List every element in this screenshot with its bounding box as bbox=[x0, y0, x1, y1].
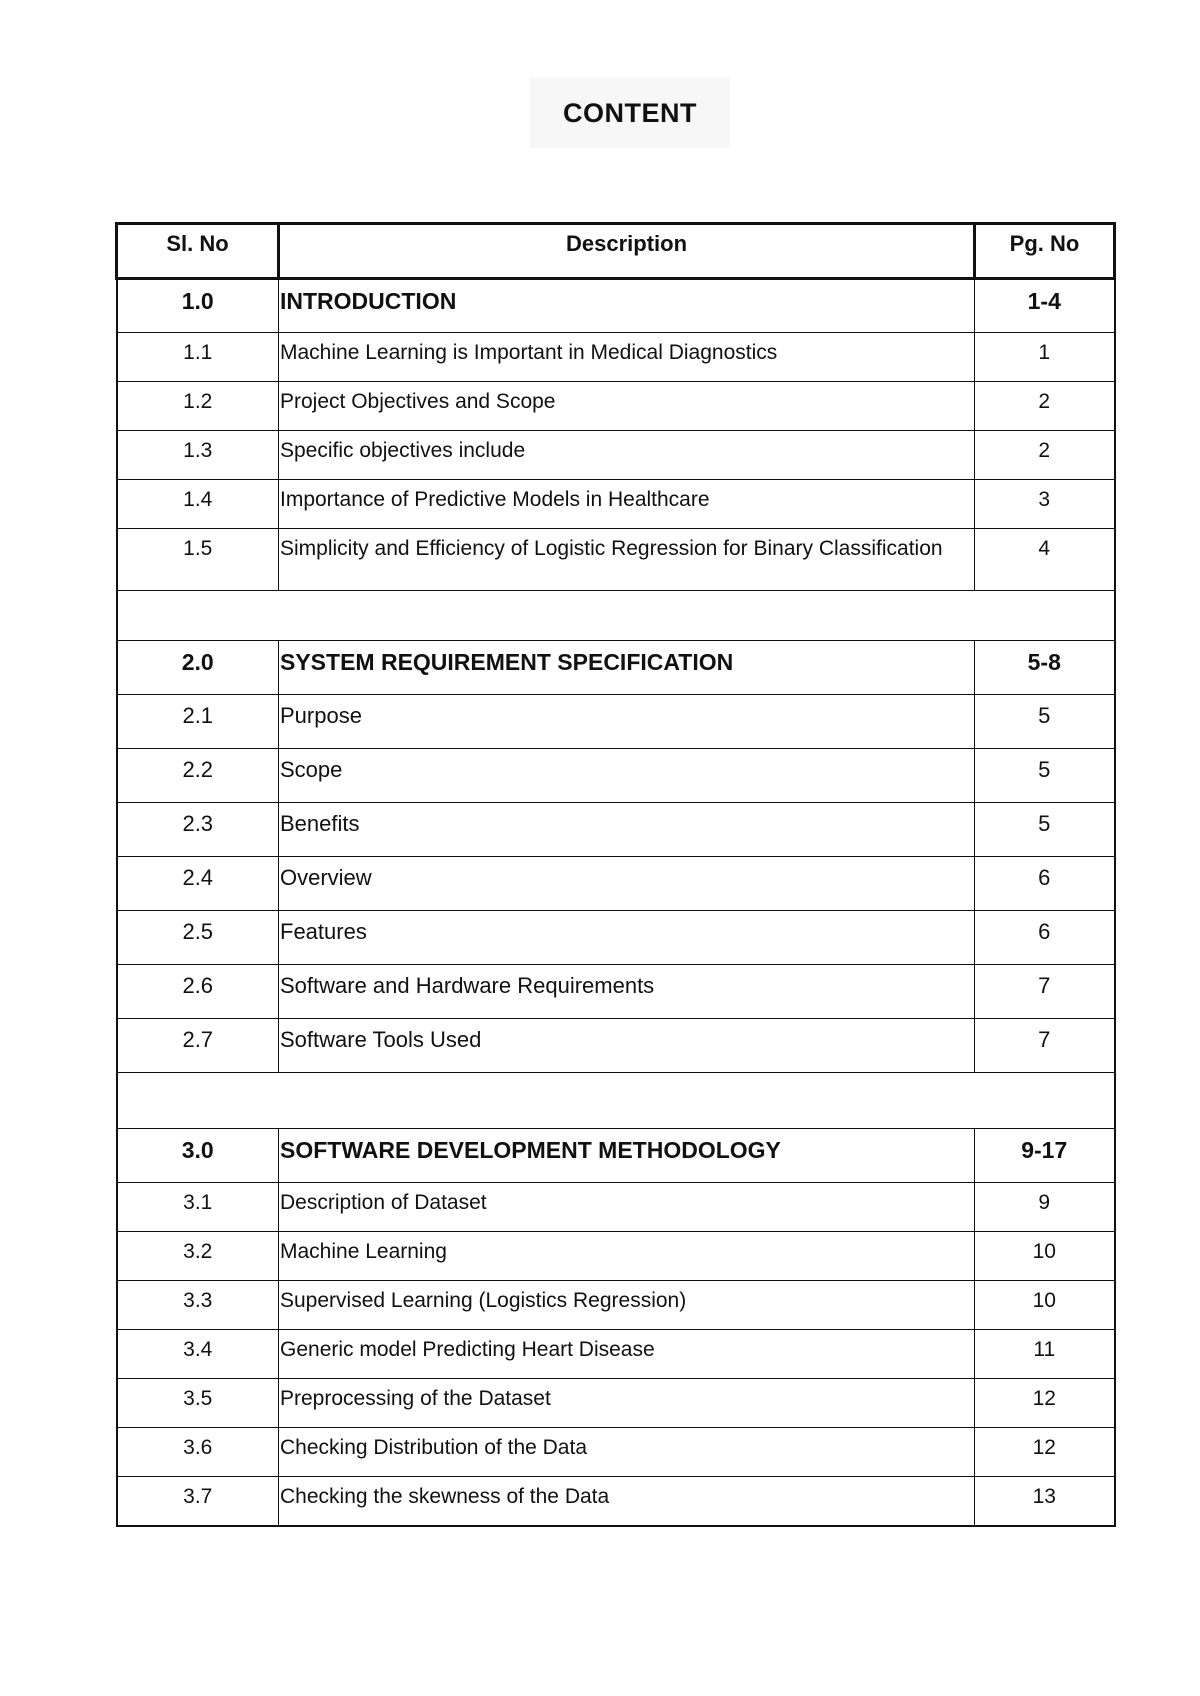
item-number: 3.3 bbox=[117, 1281, 279, 1330]
item-description: Description of Dataset bbox=[279, 1183, 975, 1232]
item-number: 3.7 bbox=[117, 1477, 279, 1526]
table-row bbox=[117, 1330, 1115, 1379]
table-row bbox=[117, 857, 1115, 911]
item-page: 9 bbox=[975, 1183, 1115, 1232]
table-row bbox=[117, 1281, 1115, 1330]
table-row bbox=[117, 695, 1115, 749]
table-row bbox=[117, 1477, 1115, 1526]
section-pages: 9-17 bbox=[975, 1129, 1115, 1183]
section-pages: 1-4 bbox=[975, 279, 1115, 333]
item-description: Project Objectives and Scope bbox=[279, 382, 975, 431]
table-row bbox=[117, 1232, 1115, 1281]
item-number: 2.3 bbox=[117, 803, 279, 857]
item-page: 13 bbox=[975, 1477, 1115, 1526]
item-page: 7 bbox=[975, 1019, 1115, 1073]
header-sl-no: Sl. No bbox=[117, 224, 279, 279]
section-pages: 5-8 bbox=[975, 641, 1115, 695]
section-title: INTRODUCTION bbox=[279, 279, 975, 333]
table-row bbox=[117, 1019, 1115, 1073]
item-page: 10 bbox=[975, 1281, 1115, 1330]
item-number: 2.2 bbox=[117, 749, 279, 803]
spacer-row bbox=[117, 591, 1115, 641]
item-number: 1.2 bbox=[117, 382, 279, 431]
item-page: 12 bbox=[975, 1428, 1115, 1477]
table-row bbox=[117, 1183, 1115, 1232]
item-page: 10 bbox=[975, 1232, 1115, 1281]
item-description: Checking the skewness of the Data bbox=[279, 1477, 975, 1526]
table-row bbox=[117, 333, 1115, 382]
table-row bbox=[117, 382, 1115, 431]
table-row bbox=[117, 749, 1115, 803]
item-description: Simplicity and Efficiency of Logistic Regression for Binary Classification bbox=[279, 529, 975, 591]
item-page: 4 bbox=[975, 529, 1115, 591]
item-page: 3 bbox=[975, 480, 1115, 529]
table-row bbox=[117, 431, 1115, 480]
table-row bbox=[117, 529, 1115, 591]
item-description: Benefits bbox=[279, 803, 975, 857]
table-row bbox=[117, 965, 1115, 1019]
item-page: 5 bbox=[975, 803, 1115, 857]
item-number: 1.4 bbox=[117, 480, 279, 529]
header-page-no: Pg. No bbox=[975, 224, 1115, 279]
item-number: 2.1 bbox=[117, 695, 279, 749]
table-row bbox=[117, 1379, 1115, 1428]
item-page: 6 bbox=[975, 857, 1115, 911]
item-number: 1.5 bbox=[117, 529, 279, 591]
item-number: 3.1 bbox=[117, 1183, 279, 1232]
section-number: 2.0 bbox=[117, 641, 279, 695]
item-description: Machine Learning bbox=[279, 1232, 975, 1281]
item-description: Overview bbox=[279, 857, 975, 911]
section-number: 1.0 bbox=[117, 279, 279, 333]
item-description: Features bbox=[279, 911, 975, 965]
item-description: Supervised Learning (Logistics Regression) bbox=[279, 1281, 975, 1330]
item-description: Purpose bbox=[279, 695, 975, 749]
item-page: 5 bbox=[975, 749, 1115, 803]
item-description: Software Tools Used bbox=[279, 1019, 975, 1073]
section-number: 3.0 bbox=[117, 1129, 279, 1183]
section-row bbox=[117, 641, 1115, 695]
item-page: 7 bbox=[975, 965, 1115, 1019]
item-description: Specific objectives include bbox=[279, 431, 975, 480]
item-page: 6 bbox=[975, 911, 1115, 965]
item-number: 1.3 bbox=[117, 431, 279, 480]
item-page: 5 bbox=[975, 695, 1115, 749]
item-number: 3.6 bbox=[117, 1428, 279, 1477]
table-row bbox=[117, 480, 1115, 529]
section-row bbox=[117, 1129, 1115, 1183]
item-number: 3.5 bbox=[117, 1379, 279, 1428]
item-page: 12 bbox=[975, 1379, 1115, 1428]
item-page: 11 bbox=[975, 1330, 1115, 1379]
item-number: 2.4 bbox=[117, 857, 279, 911]
table-row bbox=[117, 1428, 1115, 1477]
page-title: CONTENT bbox=[530, 78, 730, 148]
item-description: Generic model Predicting Heart Disease bbox=[279, 1330, 975, 1379]
item-description: Importance of Predictive Models in Healthcare bbox=[279, 480, 975, 529]
table-row bbox=[117, 803, 1115, 857]
item-description: Scope bbox=[279, 749, 975, 803]
table-row bbox=[117, 911, 1115, 965]
item-page: 2 bbox=[975, 382, 1115, 431]
item-description: Software and Hardware Requirements bbox=[279, 965, 975, 1019]
item-description: Preprocessing of the Dataset bbox=[279, 1379, 975, 1428]
item-number: 2.7 bbox=[117, 1019, 279, 1073]
item-number: 3.2 bbox=[117, 1232, 279, 1281]
table-header-row bbox=[117, 224, 1115, 279]
item-number: 2.5 bbox=[117, 911, 279, 965]
section-row bbox=[117, 279, 1115, 333]
item-number: 3.4 bbox=[117, 1330, 279, 1379]
contents-table bbox=[115, 222, 1116, 1527]
item-description: Checking Distribution of the Data bbox=[279, 1428, 975, 1477]
section-title: SOFTWARE DEVELOPMENT METHODOLOGY bbox=[279, 1129, 975, 1183]
spacer-row bbox=[117, 1073, 1115, 1129]
item-description: Machine Learning is Important in Medical Diagnostics bbox=[279, 333, 975, 382]
header-description: Description bbox=[279, 224, 975, 279]
item-number: 2.6 bbox=[117, 965, 279, 1019]
item-number: 1.1 bbox=[117, 333, 279, 382]
item-page: 2 bbox=[975, 431, 1115, 480]
section-title: SYSTEM REQUIREMENT SPECIFICATION bbox=[279, 641, 975, 695]
item-page: 1 bbox=[975, 333, 1115, 382]
